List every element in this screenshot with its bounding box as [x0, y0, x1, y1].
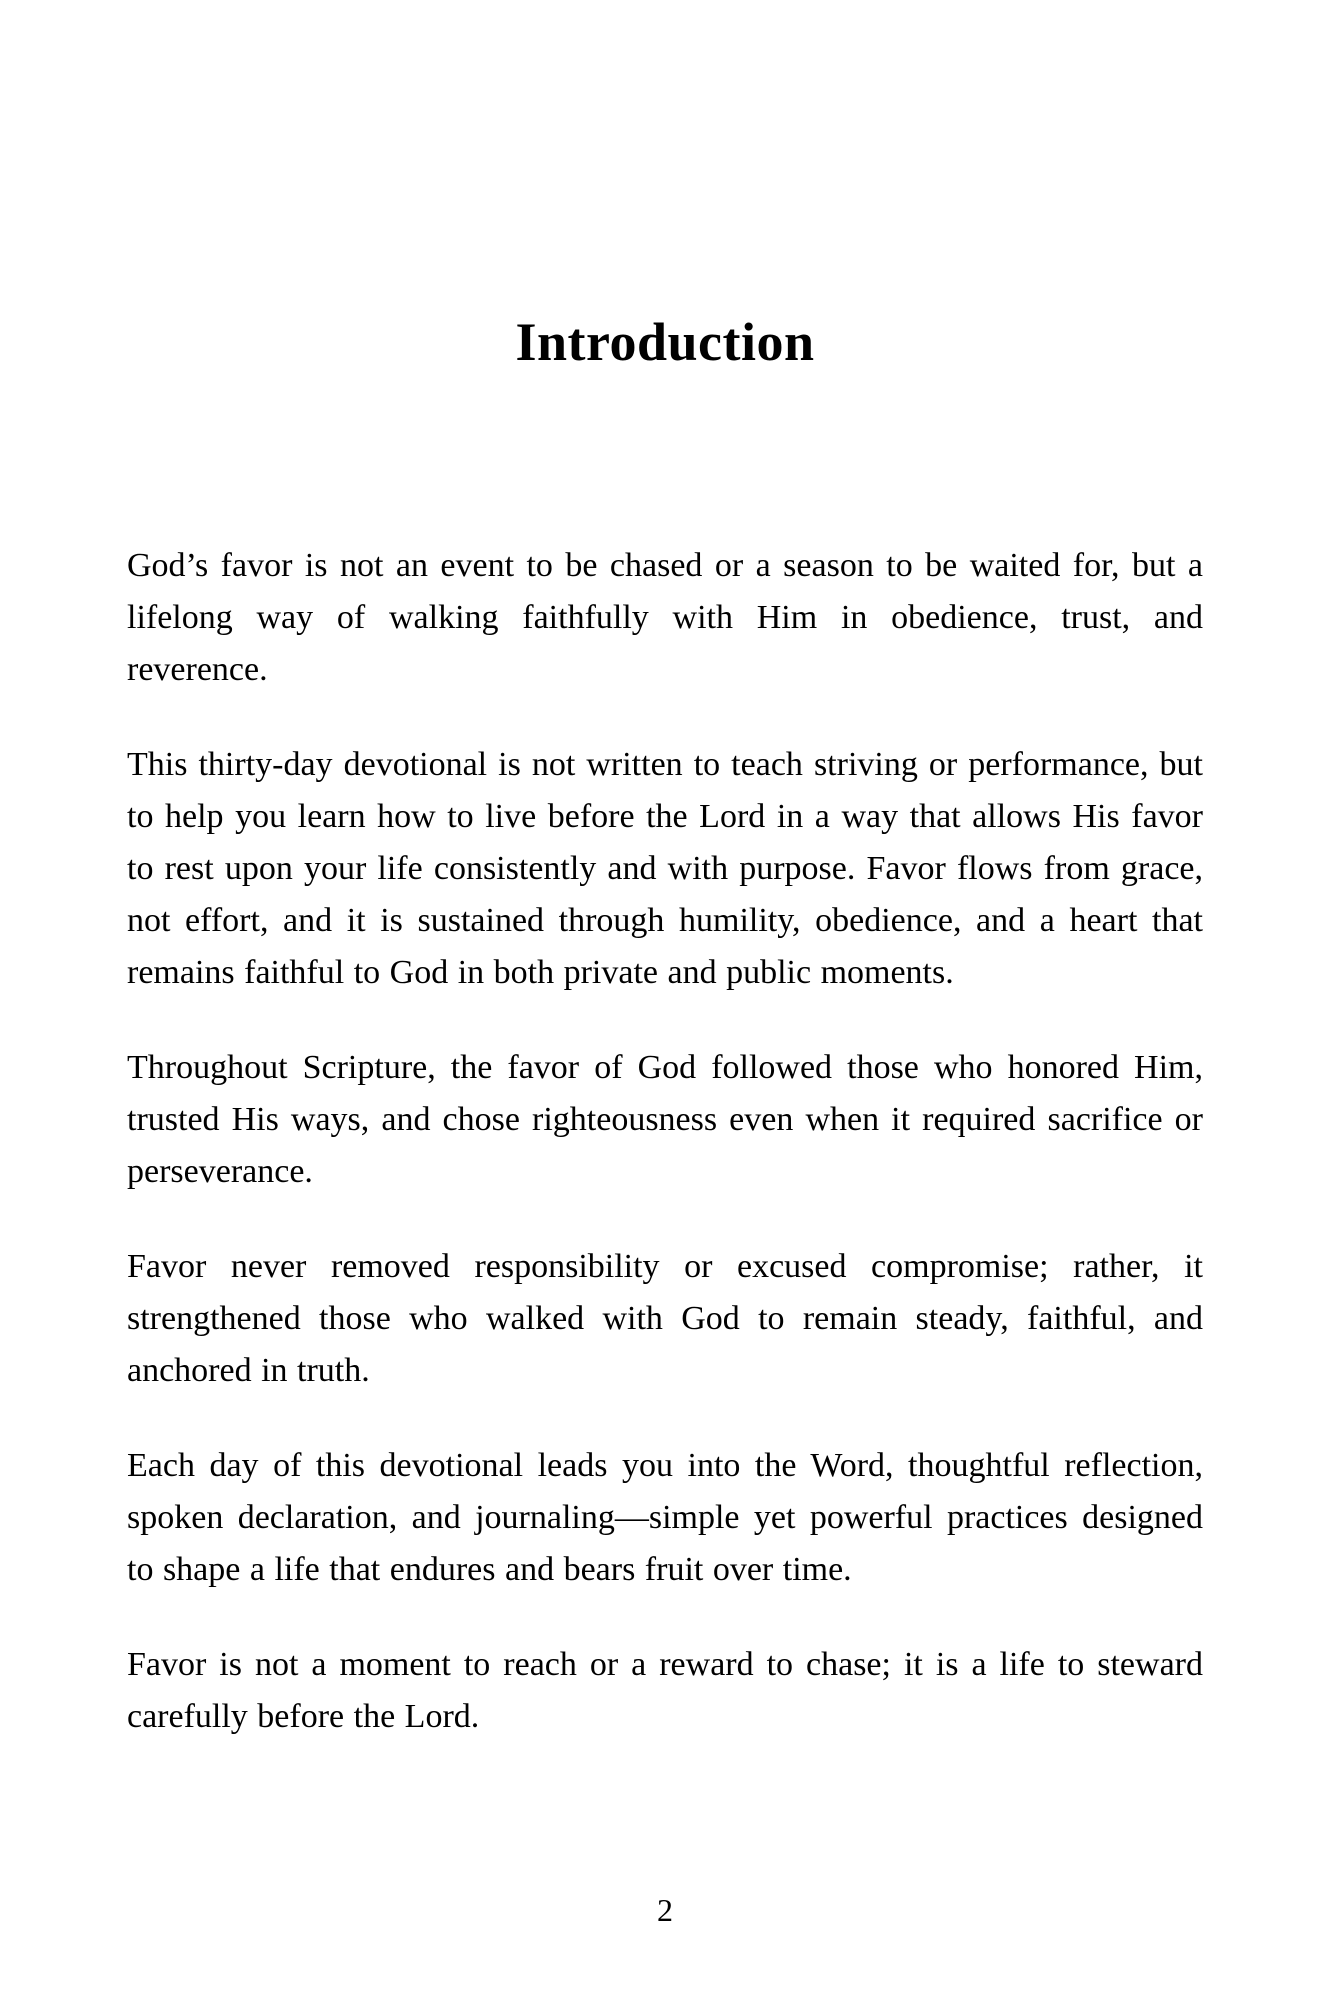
- body-paragraph: This thirty-day devotional is not written to teach striving or performance, but to help you learn how to live before the Lord in a way that allows His favor to rest upon your life consistently and with purpose. Favor flows from grace, not effort, and it is sustained through humility, obedience, and a heart that remains faithful to God in both private and public moments.: [127, 746, 1203, 991]
- body-paragraph: God’s favor is not an event to be chased or a season to be waited for, but a lifelong way of walking faithfully with Him in obedience, trust, and reverence.: [127, 547, 1203, 688]
- body-paragraph: Throughout Scripture, the favor of God followed those who honored Him, trusted His ways, and chose righteousness even when it required sacrifice or perseverance.: [127, 1049, 1203, 1190]
- body-paragraph: Each day of this devotional leads you into the Word, thoughtful reflection, spoken declaration, and journaling—simple yet powerful practices designed to shape a life that endures and bears fruit over time.: [127, 1447, 1203, 1588]
- body-text: [127, 540, 1203, 1743]
- body-paragraph: Favor never removed responsibility or excused compromise; rather, it strengthened those who walked with God to remain steady, faithful, and anchored in truth.: [127, 1248, 1203, 1389]
- page-number: 2: [657, 1892, 673, 1928]
- body-paragraph: Favor is not a moment to reach or a reward to chase; it is a life to steward carefully before the Lord.: [127, 1646, 1203, 1735]
- page-title: Introduction: [515, 312, 815, 372]
